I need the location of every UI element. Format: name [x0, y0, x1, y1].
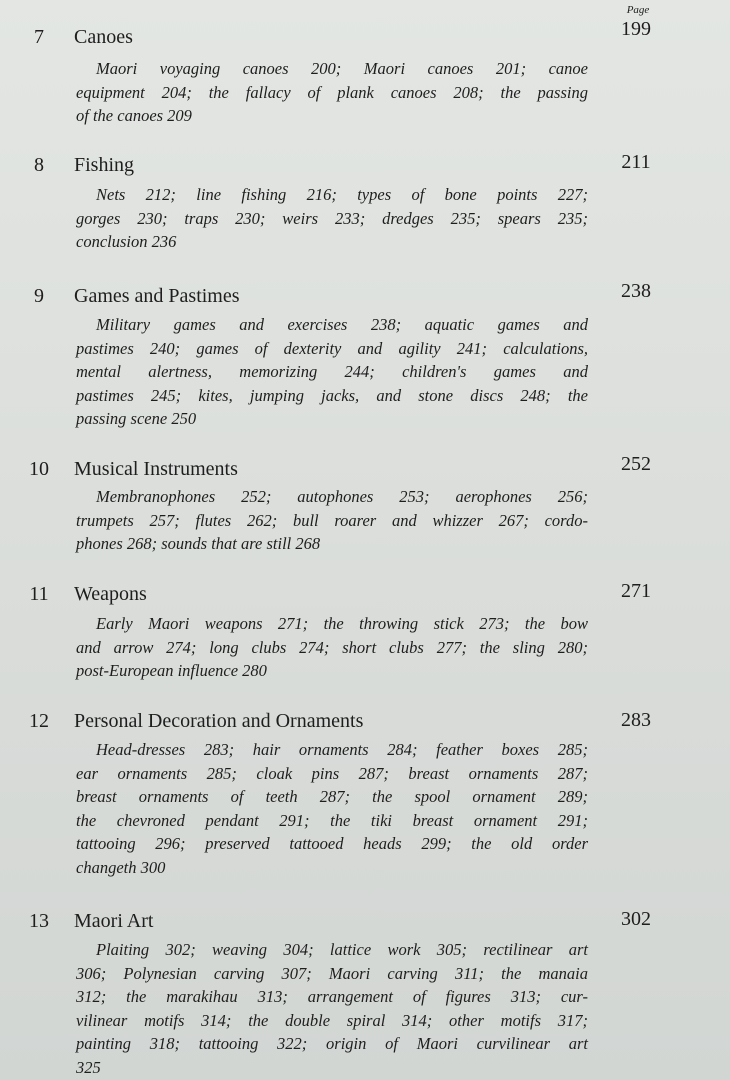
chapter-title: Maori Art [74, 910, 154, 932]
chapter-title: Fishing [74, 154, 135, 176]
contents-line: 306; Polynesian carving 307; Maori carving 311; the manaia [76, 963, 588, 983]
contents-line: breast ornaments of teeth 287; the spool ornament 289; [76, 787, 588, 806]
chapter-title: Musical Instruments [74, 458, 238, 480]
chapter-contents [76, 57, 588, 128]
contents-line: pastimes 240; games of dexterity and agility 241; calculations, [76, 338, 588, 358]
contents-line: ear ornaments 285; cloak pins 287; breast ornaments 287; [76, 763, 588, 783]
contents-line: equipment 204; the fallacy of plank canoes 208; the passing [76, 82, 588, 102]
contents-line: Head-dresses 283; hair ornaments 284; feather boxes 285; [96, 740, 588, 759]
chapter-page-number: 271 [621, 580, 651, 602]
contents-line: Nets 212; line fishing 216; types of bone points 227; [96, 185, 588, 204]
contents-line: and arrow 274; long clubs 274; short clubs 277; the sling 280; [76, 637, 588, 657]
contents-line: conclusion 236 [76, 232, 177, 251]
chapter-title: Games and Pastimes [74, 285, 240, 307]
chapter-contents [76, 938, 588, 1079]
contents-line: Maori voyaging canoes 200; Maori canoes 201; canoe [96, 59, 588, 78]
chapter-number: 12 [29, 710, 49, 732]
chapter-page-number: 238 [621, 280, 651, 302]
chapter-number: 8 [34, 154, 44, 176]
contents-line: Plaiting 302; weaving 304; lattice work 305; rectilinear art [96, 940, 588, 959]
chapter-contents [76, 183, 588, 254]
contents-line: pastimes 245; kites, jumping jacks, and stone discs 248; the [76, 385, 588, 405]
chapter-contents [76, 738, 588, 879]
chapter-title: Personal Decoration and Ornaments [74, 710, 364, 732]
contents-line: Membranophones 252; autophones 253; aerophones 256; [96, 487, 588, 506]
chapter-number: 10 [29, 458, 49, 480]
contents-line: 312; the marakihau 313; arrangement of figures 313; cur- [76, 987, 588, 1006]
contents-line: passing scene 250 [76, 409, 197, 428]
chapter-number: 13 [29, 910, 49, 932]
contents-line: phones 268; sounds that are still 268 [76, 534, 321, 553]
chapter-title: Weapons [74, 583, 147, 605]
contents-line: tattooing 296; preserved tattooed heads 299; the old order [76, 834, 588, 853]
contents-line: post-European influence 280 [76, 661, 267, 680]
contents-line: Early Maori weapons 271; the throwing stick 273; the bow [96, 614, 588, 633]
chapter-contents [76, 612, 588, 683]
contents-line: mental alertness, memorizing 244; children's games and [76, 362, 588, 381]
contents-line: the chevroned pendant 291; the tiki breast ornament 291; [76, 810, 588, 830]
chapter-page-number: 199 [621, 18, 651, 40]
page-column-heading: Page [626, 4, 650, 16]
chapter-page-number: 252 [621, 453, 651, 475]
chapter-contents [76, 485, 588, 556]
chapter-contents [76, 313, 588, 431]
chapter-page-number: 211 [621, 151, 651, 173]
contents-line: of the canoes 209 [76, 106, 192, 125]
contents-line: trumpets 257; flutes 262; bull roarer and whizzer 267; cordo- [76, 510, 588, 530]
chapter-page-number: 283 [621, 709, 651, 731]
chapter-number: 7 [34, 26, 44, 48]
contents-line: painting 318; tattooing 322; origin of Maori curvilinear art [76, 1034, 588, 1053]
contents-line: changeth 300 [76, 857, 166, 877]
chapter-page-number: 302 [621, 908, 651, 930]
contents-line: Military games and exercises 238; aquatic games and [96, 315, 588, 334]
chapter-number: 11 [29, 583, 49, 605]
contents-line: vilinear motifs 314; the double spiral 314; other motifs 317; [76, 1010, 588, 1030]
contents-line: 325 [76, 1057, 101, 1077]
chapter-title: Canoes [74, 26, 133, 48]
chapter-number: 9 [34, 285, 44, 307]
contents-line: gorges 230; traps 230; weirs 233; dredges 235; spears 235; [76, 208, 588, 228]
